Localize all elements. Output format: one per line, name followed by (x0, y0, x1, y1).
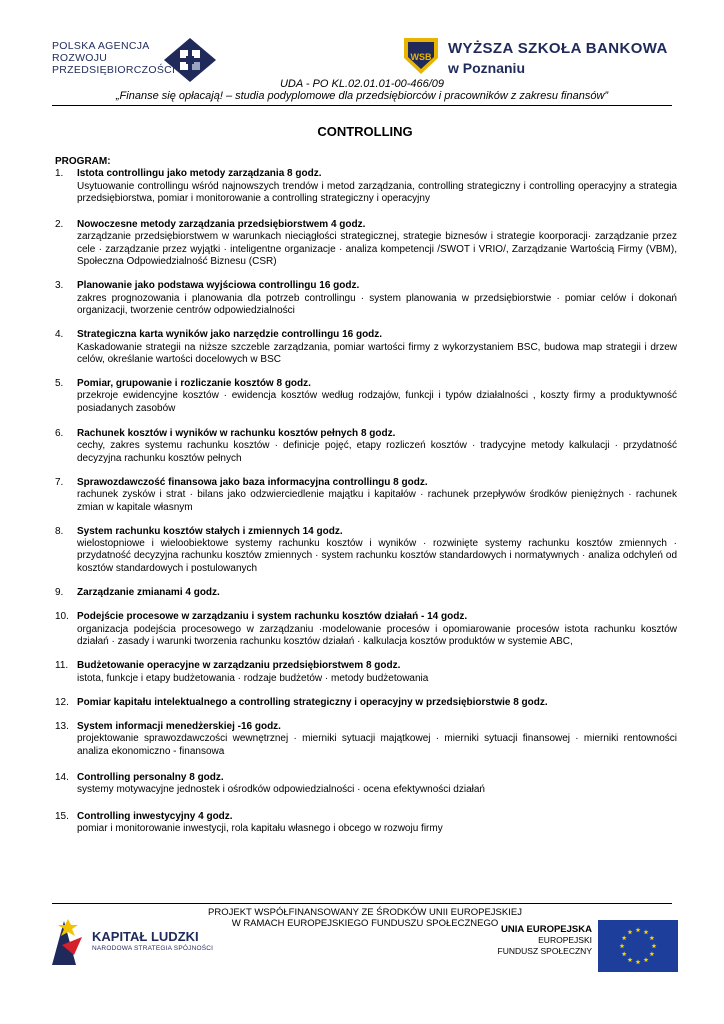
program-item (55, 219, 677, 268)
item-heading: Planowanie jako podstawa wyjściowa controllingu 16 godz. (77, 280, 360, 292)
kapital-ludzki-emblem-icon (48, 915, 88, 969)
wsb-logo-text: WYŻSZA SZKOŁA BANKOWA w Poznaniu (448, 40, 668, 76)
item-description: istota, funkcje i etapy budżetowania · rodzaje budżetów · metody budżetowania (77, 672, 429, 684)
item-number: 6. (55, 428, 64, 440)
program-item (55, 329, 677, 366)
item-number: 5. (55, 378, 64, 390)
item-heading: Controlling inwestycyjny 4 godz. (77, 810, 233, 822)
item-description: przekroje ewidencyjne kosztów · ewidencja kosztów według rodzajów, funkcji i typów działalności , koszty firmy a produktywność posiadanych zasobów (77, 390, 677, 414)
page-title: CONTROLLING (317, 124, 413, 139)
program-item (55, 721, 677, 758)
program-list (55, 168, 677, 835)
footer-divider (52, 903, 672, 904)
item-number: 7. (55, 476, 64, 488)
item-description: cechy, zakres systemu rachunku kosztów · definicje pojęć, etapy rozliczeń kosztów · tradycyjne metody kalkulacji · przydatność decyzyjna rachunku kosztów pełnych (77, 440, 677, 464)
item-number: 15. (55, 810, 69, 822)
item-heading: System rachunku kosztów stałych i zmiennych 14 godz. (77, 525, 343, 537)
item-description: projektowanie sprawozdawczości wewnętrznej · mierniki sytuacji majątkowej · mierniki sytuacji finansowej · mierniki rentowności analiza ekonomiczno - finansowa (77, 733, 677, 757)
eu-logo-text: UNIA EUROPEJSKA EUROPEJSKI FUNDUSZ SPOŁECZNY (497, 924, 592, 956)
parp-emblem-icon (164, 38, 216, 82)
item-number: 14. (55, 771, 69, 783)
item-heading: Pomiar, grupowanie i rozliczanie kosztów 8 godz. (77, 378, 311, 390)
program-item (55, 772, 677, 797)
item-heading: Zarządzanie zmianami 4 godz. (77, 587, 220, 599)
item-description: wielostopniowe i wieloobiektowe systemy rachunku kosztów i wyników · rozwinięte systemy rachunku kosztów zmiennych · przydatność decyzyjna rachunku kosztów zmiennych · system rachunku kosztów standardowych i normatywnych · analiza odchyleń od kosztów standardowych i postulowanych (77, 538, 677, 574)
item-heading: Rachunek kosztów i wyników w rachunku kosztów pełnych 8 godz. (77, 428, 396, 440)
program-item (55, 811, 677, 836)
item-heading: Budżetowanie operacyjne w zarządzaniu przedsiębiorstwem 8 godz. (77, 660, 401, 672)
eu-flag-icon (598, 920, 678, 972)
program-item (55, 428, 677, 465)
item-number: 3. (55, 280, 64, 292)
item-number: 4. (55, 329, 64, 341)
item-heading: Controlling personalny 8 godz. (77, 771, 224, 783)
item-description: rachunek zysków i strat · bilans jako odzwierciedlenie majątku i kapitałów · rachunek przepływów środków pieniężnych · rachunek zmian w kapitale własnym (77, 489, 677, 513)
item-heading: Istota controllingu jako metody zarządzania 8 godz. (77, 168, 322, 180)
item-heading: Podejście procesowe w zarządzaniu i system rachunku kosztów działań - 14 godz. (77, 611, 468, 623)
program-item (55, 280, 677, 317)
item-description: zakres prognozowania i planowania dla potrzeb controllingu · system planowania w przedsiębiorstwie · pomiar celów i dokonań organizacji, tworzenie centrów odpowiedzialności (77, 292, 677, 316)
item-heading: System informacji menedżerskiej -16 godz. (77, 721, 281, 733)
item-heading: Nowoczesne metody zarządzania przedsiębiorstwem 4 godz. (77, 219, 366, 231)
item-description: systemy motywacyjne jednostek i ośrodków odpowiedzialności · ocena efektywności działań (77, 784, 485, 796)
item-heading: Pomiar kapitału intelektualnego a controlling strategiczny i operacyjny w przedsiębiorstwie 8 godz. (77, 696, 548, 708)
project-subtitle: „Finanse się opłacają! – studia podyplomowe dla przedsiębiorców i pracowników z zakresu finansów” (115, 90, 609, 102)
program-label: PROGRAM: (55, 156, 111, 167)
program-item (55, 660, 677, 685)
wsb-shield-icon (402, 36, 440, 76)
program-item (55, 526, 677, 575)
header-divider (52, 105, 672, 106)
item-description: organizacja podejścia procesowego w zarządzaniu ·modelowanie procesów i opomiarowanie procesów istota rachunku kosztów działań · zasady i warunki tworzenia rachunku kosztów działań · kalkulacja kosztów produktów w systemie ABC, (77, 623, 677, 647)
item-heading: Sprawozdawczość finansowa jako baza informacyjna controllingu 8 godz. (77, 476, 428, 488)
program-item (55, 477, 677, 514)
page-header (0, 0, 724, 110)
parp-logo-text: POLSKA AGENCJA ROZWOJU PRZEDSIĘBIORCZOŚCI (52, 40, 176, 76)
item-description: zarządzanie przedsiębiorstwem w warunkach nieciągłości strategicznej, strategie biznesów i strategie koorporacji· zarządzanie przez cele · zarządzanie przez wyjątki · inteligentne organizacje · analiza kompetencji /SWOT i VRIO/, Zarządzanie Wartością Firmy (VBM), Społeczna Odpowiedzialność Biznesu (CSR) (77, 231, 677, 268)
item-number: 12. (55, 696, 69, 708)
project-code: UDA - PO KL.02.01.01-00-466/09 (279, 78, 445, 90)
kapital-ludzki-subtitle: NARODOWA STRATEGIA SPÓJNOŚCI (92, 945, 214, 952)
kapital-ludzki-name: KAPITAŁ LUDZKI (92, 929, 199, 944)
item-number: 9. (55, 587, 64, 599)
program-item (55, 611, 677, 648)
item-number: 2. (55, 219, 64, 231)
item-number: 13. (55, 721, 69, 733)
program-content (55, 156, 677, 835)
item-heading: Strategiczna karta wyników jako narzędzie controllingu 16 godz. (77, 329, 383, 341)
footer-cofinancing-text: PROJEKT WSPÓŁFINANSOWANY ZE ŚRODKÓW UNII EUROPEJSKIEJ W RAMACH EUROPEJSKIEGO FUNDUSZU SPOŁECZNEGO (208, 907, 522, 929)
item-number: 1. (55, 168, 64, 180)
program-item (55, 587, 677, 599)
eu-logo (470, 918, 680, 974)
wsb-logo (402, 36, 682, 80)
item-number: 11. (55, 660, 69, 672)
program-item (55, 168, 677, 205)
item-description: pomiar i monitorowanie inwestycji, rola kapitału własnego i obcego w rozwoju firmy (77, 822, 443, 834)
item-description: Kaskadowanie strategii na niższe szczeble zarządzania, pomiar wartości firmy z wykorzystaniem BSC, budowa map strategii i drzew celów, określanie wartości docelowych w BSC (77, 341, 677, 365)
program-item (55, 378, 677, 415)
item-description: Usytuowanie controllingu wśród najnowszych trendów i metod zarządzania, controlling strategiczny i controlling operacyjny a strategia przedsiębiorstwa, pomiar i monitorowanie a controlling strategiczny i operacyjny (77, 180, 677, 204)
item-number: 10. (55, 611, 69, 623)
wsb-badge-text: WSB (410, 52, 432, 62)
item-number: 8. (55, 525, 64, 537)
program-item (55, 697, 677, 709)
